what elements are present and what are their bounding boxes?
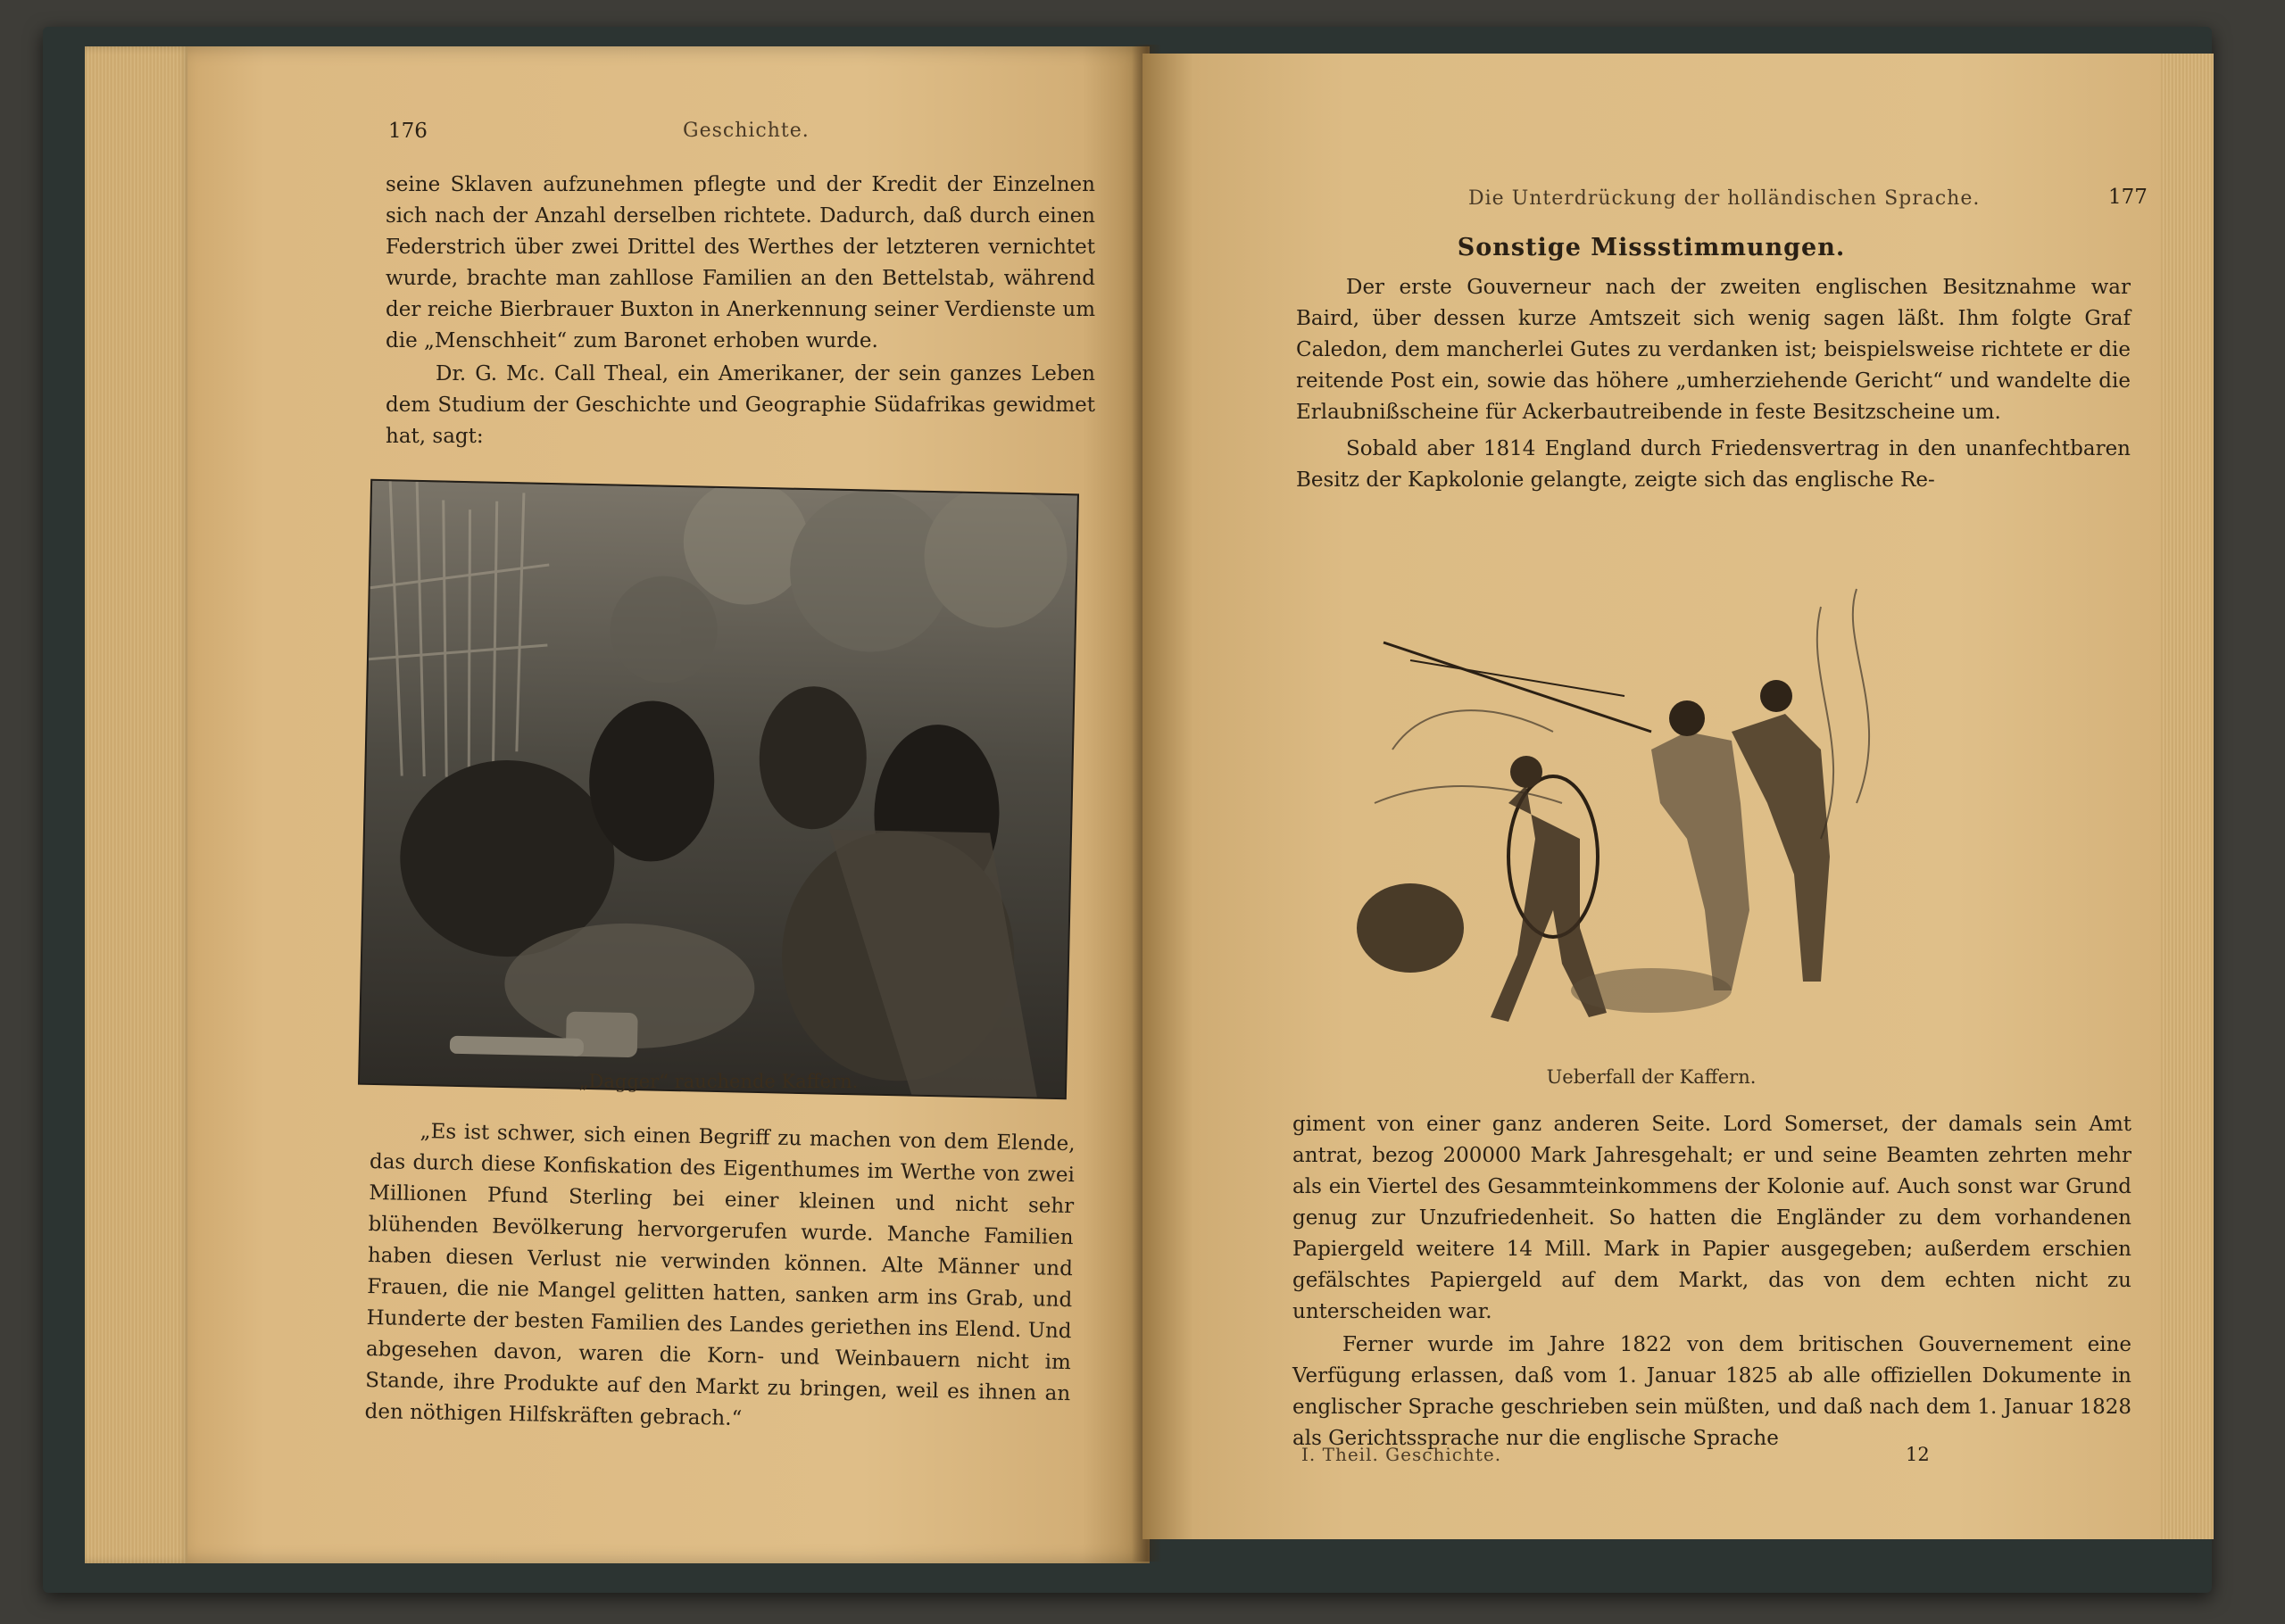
footer-sheet-number: 12 (1906, 1444, 1930, 1465)
section-heading: Sonstige Missstimmungen. (1457, 234, 1846, 261)
paragraph: giment von einer ganz anderen Seite. Lord Somerset, der damals sein Amt antrat, bezog 200000 Mark Jahresgehalt; er und seine Beamten zehrten mehr als ein Viertel des Gesammteinkommens der Kolonie auf. Auch sonst war Grund genug zur Unzufriedenheit. So hatten die Engländer zu dem vorhandenen Papiergeld weitere 14 Mill. Mark in Papier ausgegeben; außerdem erschien gefälschtes Papiergeld auf dem Markt, das von dem echten nicht zu unterscheiden war. (1292, 1113, 2131, 1323)
paragraph: seine Sklaven aufzunehmen pflegte und der Kredit der Einzelnen sich nach der Anzahl derselben richtete. Dadurch, daß durch einen Federstrich über zwei Drittel des Werthes der letzteren vernichtet wurde, brachte man zahllose Familien an den Bettelstab, während der reiche Bierbrauer Buxton in Anerkennung seiner Verdienste um die „Menschheit“ zum Baronet erhoben wurde. (386, 173, 1095, 352)
running-header: Die Unterdrückung der holländischen Sprache. (1468, 187, 1981, 210)
engraving-illustration (1357, 571, 1910, 1035)
figure-caption: Ueberfall der Kaffern. (1546, 1066, 1757, 1088)
photograph (360, 481, 1077, 1098)
page-number: 177 (2108, 186, 2148, 209)
paragraph: Der erste Gouverneur nach der zweiten englischen Besitznahme war Baird, über dessen kurze Amtszeit sich wenig sagen läßt. Ihm folgte Graf Caledon, dem mancherlei Gutes zu verdanken ist; beispielsweise richtete er die reitende Post ein, sowie das höhere „umherziehende Gericht“ und wandelte die Erlaubnißscheine für Ackerbautreibende in feste Besitzscheine um. (1296, 276, 2131, 424)
running-header: Geschichte. (683, 120, 810, 142)
paragraph: Sobald aber 1814 England durch Friedensvertrag in den unanfechtbaren Besitz der Kapkolonie gelangte, zeigte sich das englische Re- (1296, 437, 2131, 492)
paragraph: Ferner wurde im Jahre 1822 von dem britischen Gouvernement eine Verfügung erlassen, daß vom 1. Januar 1825 ab alle offiziellen Dokumente in englischer Sprache geschrieben sein müßten, und daß nach dem 1. Januar 1828 als Gerichtssprache nur die englische Sprache (1292, 1333, 2131, 1450)
footer-signature: I. Theil. Geschichte. (1301, 1444, 1502, 1465)
quote-paragraph: „Es ist schwer, sich einen Begriff zu machen von dem Elende, das durch diese Konfiskation des Eigenthumes im Werthe von zwei Millionen Pfund Sterling bei einer kleinen und nicht sehr blühenden Bevölkerung hervorgerufen wurde. Manche Familien haben diesen Verlust nie verwinden können. Alte Männer und Frauen, die nie Mangel gelitten hatten, sanken arm ins Grab, und Hunderte der besten Familien des Landes geriethen ins Elend. Und abgesehen davon, waren die Korn- und Weinbauern nicht im Stande, ihre Produkte auf den Markt zu bringen, weil es ihnen an den nöthigen Hilfskräften gebrach.“ (364, 1120, 1076, 1431)
right-page (1142, 54, 2160, 1539)
text-block-top (386, 170, 1095, 452)
page-number: 176 (388, 120, 428, 143)
left-page (187, 46, 1150, 1563)
quote-block (364, 1115, 1076, 1441)
page-edges-left (85, 46, 192, 1563)
paragraph: Dr. G. Mc. Call Theal, ein Amerikaner, der sein ganzes Leben dem Studium der Geschichte und Geographie Südafrikas gewidmet hat, sagt: (386, 362, 1095, 448)
text-block-bottom (1292, 1109, 2131, 1454)
text-block-top (1296, 272, 2131, 496)
figure-caption: „Dagger“ rauchende Kaffern. (578, 1071, 859, 1092)
